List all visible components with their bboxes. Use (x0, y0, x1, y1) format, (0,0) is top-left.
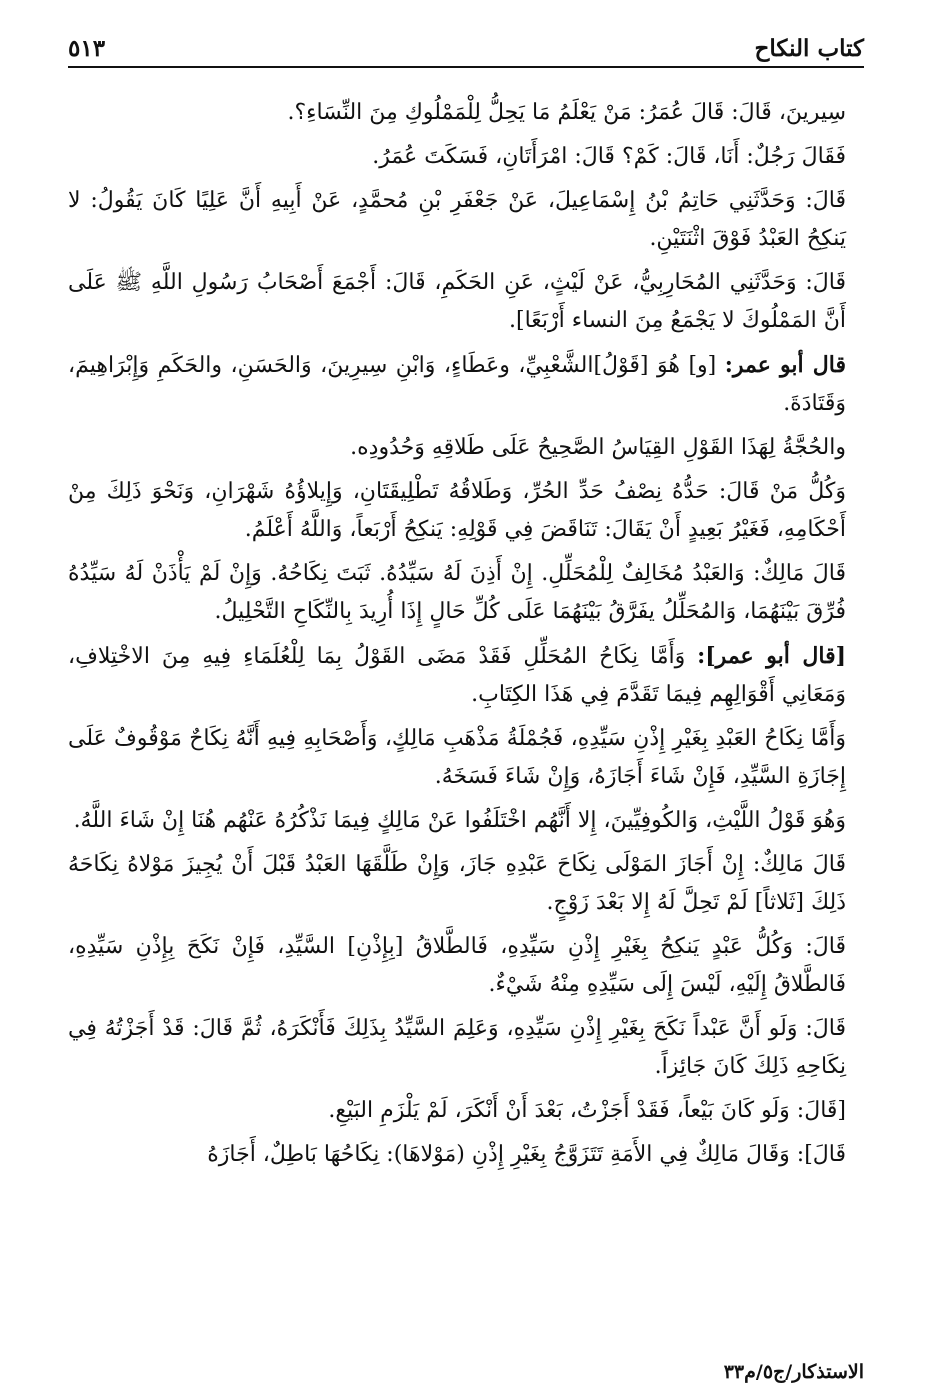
paragraph (68, 928, 846, 1004)
paragraph-text: والحُجَّةُ لِهَذَا القَوْلِ القِيَاسُ الصَّحِيحُ عَلَى طَلاقِهِ وَحُدُودِه. (350, 435, 846, 460)
paragraph (68, 802, 846, 840)
signature-mark: الاستذكار/ج٥/م٣٣ (723, 1361, 864, 1383)
paragraph-text: قَالَ]: وَقَالَ مَالِكٌ فِي الأَمَةِ تَتَزَوَّجُ بِغَيْرِ إِذْنِ (مَوْلاهَا): نِكَاحُهَا بَاطِلٌ، أَجَازَهُ (207, 1142, 846, 1167)
paragraph (68, 846, 846, 922)
paragraph-text: [و] هُوَ [قَوْلُ]الشَّعْبِيِّ، وعَطَاءٍ، وَابْنِ سِيرِينَ، وَالحَسَنِ، والحَكَمِ وَإِبْرَاهِيمَ، وَقَتَادَةَ. (68, 353, 846, 416)
paragraph (68, 1010, 846, 1086)
paragraph (68, 182, 846, 258)
paragraph-text: وَأَمَّا نِكَاحُ المُحَلِّلِ فَقَدْ مَضَى القَوْلُ بِمَا لِلْعُلَمَاءِ فِيهِ مِنَ الاخْتِلافِ، وَمَعَانِي أَقْوَالِهِم فِيمَا تَقَدَّمَ فِي هَذَا الكِتَابِ. (68, 644, 846, 707)
page-body (68, 94, 846, 1180)
paragraph (68, 1136, 846, 1174)
paragraph (68, 429, 846, 467)
paragraph (68, 555, 846, 631)
paragraph (68, 720, 846, 796)
paragraph (68, 473, 846, 549)
paragraph-text: قَالَ: وَحَدَّثَنِي المُحَارِبِيُّ، عَنْ لَيْثٍ، عَنِ الحَكَمِ، قَالَ: أَجْمَعَ أَصْحَابُ رَسُولِ اللَّهِ ﷺ عَلَى أَنَّ المَمْلُوكَ لا يَجْمَعُ مِنَ النساء أَرْبَعًا]. (68, 270, 846, 333)
paragraph-text: [قَالَ: وَلَو كَانَ بَيْعاً، فَقَدْ أَجَزْتُ، بَعْدَ أَنْ أَنْكَرَ، لَمْ يَلْزَمِ البَيْعِ. (328, 1098, 846, 1123)
paragraph-text: قَالَ: وَكُلُّ عَبْدٍ يَنكِحُ بِغَيْرِ إِذْنِ سَيِّدِهِ، فَالطَّلاقُ [بِإِذْنِ] السَّيِّدِ، فَإِنْ نَكَحَ بِإِذْنِ سَيِّدِهِ، فَالطَّلاقُ إِلَيْهِ، لَيْسَ إِلَى سَيِّدِهِ مِنْهُ شَيْءٌ. (68, 934, 846, 997)
page-number: ٥١٣ (68, 35, 106, 62)
paragraph-text: وَهُوَ قَوْلُ اللَّيْثِ، وَالكُوفِيِّينَ، إِلا أَنَّهُم اخْتَلَفُوا عَنْ مَالِكٍ فِيمَا نَذْكُرُهُ عَنْهُم هُنَا إِنْ شَاءَ اللَّهُ. (73, 808, 846, 833)
paragraph-text: فَقَالَ رَجُلٌ: أَنَا، قَالَ: كَمْ؟ قَالَ: امْرَأَتَانِ، فَسَكَتَ عُمَرُ. (372, 144, 846, 169)
paragraph (68, 346, 846, 423)
paragraph (68, 94, 846, 132)
paragraph-text: سِيرينَ، قَالَ: قَالَ عُمَرُ: مَنْ يَعْلَمُ مَا يَحِلُّ لِلْمَمْلُوكِ مِنَ النِّسَاءِ؟. (287, 100, 846, 125)
speaker-label: قال أبو عمر: (724, 352, 846, 378)
speaker-label: [قال أبو عمر]: (697, 643, 846, 669)
paragraph (68, 264, 846, 340)
paragraph-text: وَأَمَّا نِكَاحُ العَبْدِ بِغَيْرِ إِذْنِ سَيِّدِهِ، فَجُمْلَةُ مَذْهَبِ مَالِكٍ، وَأَصْحَابِهِ فِيهِ أَنَّهُ نِكَاحٌ مَوْقُوفٌ عَلَى إِجَازَةِ السَّيِّدِ، فَإِنْ شَاءَ أَجَازَهُ، وَإِنْ شَاءَ فَسَخَهُ. (68, 726, 846, 789)
paragraph-text: قَالَ مَالِكٌ: وَالعَبْدُ مُخَالِفٌ لِلْمُحَلِّلِ. إِنْ أَذِنَ لَهُ سَيِّدُهُ. ثَبَتَ نِكَاحُهُ. وَإِنْ لَمْ يَأْذَنْ لَهُ سَيِّدُهُ فُرِّقَ بَيْنَهُمَا، وَالمُحَلِّلُ يفَرَّقُ بَيْنَهُمَا عَلَى كُلِّ حَالٍ إِذَا أُرِيدَ بِالنِّكَاحِ التَّحْلِيلُ. (68, 561, 846, 624)
paragraph-text: قَالَ: وَلَو أَنَّ عَبْداً نَكَحَ بِغَيْرِ إِذْنِ سَيِّدِهِ، وَعَلِمَ السَّيِّدُ بِذَلِكَ فَأَنْكَرَهُ، ثُمَّ قَالَ: قَدْ أَجَزْتُهُ فِي نِكَاحِهِ ذَلِكَ كَانَ جَائِزاً. (68, 1016, 846, 1079)
paragraph-text: قَالَ مَالِكٌ: إِنْ أَجَازَ المَوْلَى نِكَاحَ عَبْدِهِ جَازَ، وَإِنْ طَلَّقَهَا العَبْدُ قَبْلَ أَنْ يُجِيزَ مَوْلاهُ نِكَاحَهُ ذَلِكَ [ثَلاثاً] لَمْ تَحِلَّ لَهُ إِلا بَعْدَ زَوْجٍ. (68, 852, 846, 915)
paragraph (68, 637, 846, 714)
page-header (68, 22, 864, 68)
paragraph-text: وَكُلُّ مَنْ قَالَ: حَدُّهُ نِصْفُ حَدِّ الحُرِّ، وَطَلاقُهُ تَطْلِيقَتَانِ، وَإِيلاؤُهُ شَهْرَانِ، وَنَحْوَ ذَلِكَ مِنْ أَحْكَامِهِ، فَغَيْرُ بَعِيدٍ أَنْ يَقَالَ: تَنَاقَضَ فِي قَوْلِهِ: يَنكِحُ أَرْبَعاً، وَاللَّهُ أَعْلَمُ. (68, 479, 846, 542)
paragraph (68, 138, 846, 176)
paragraph (68, 1092, 846, 1130)
paragraph-text: قَالَ: وَحَدَّثَنِي حَاتِمُ بْنُ إِسْمَاعِيلَ، عَنْ جَعْفَرِ بْنِ مُحمَّدٍ، عَنْ أَبِيهِ أَنَّ عَلِيًا كَانَ يَقُولُ: لا يَنكِحُ العَبْدُ فَوْقَ اثْنَتَيْنِ. (68, 188, 846, 251)
running-title: كتاب النكاح (754, 35, 864, 62)
